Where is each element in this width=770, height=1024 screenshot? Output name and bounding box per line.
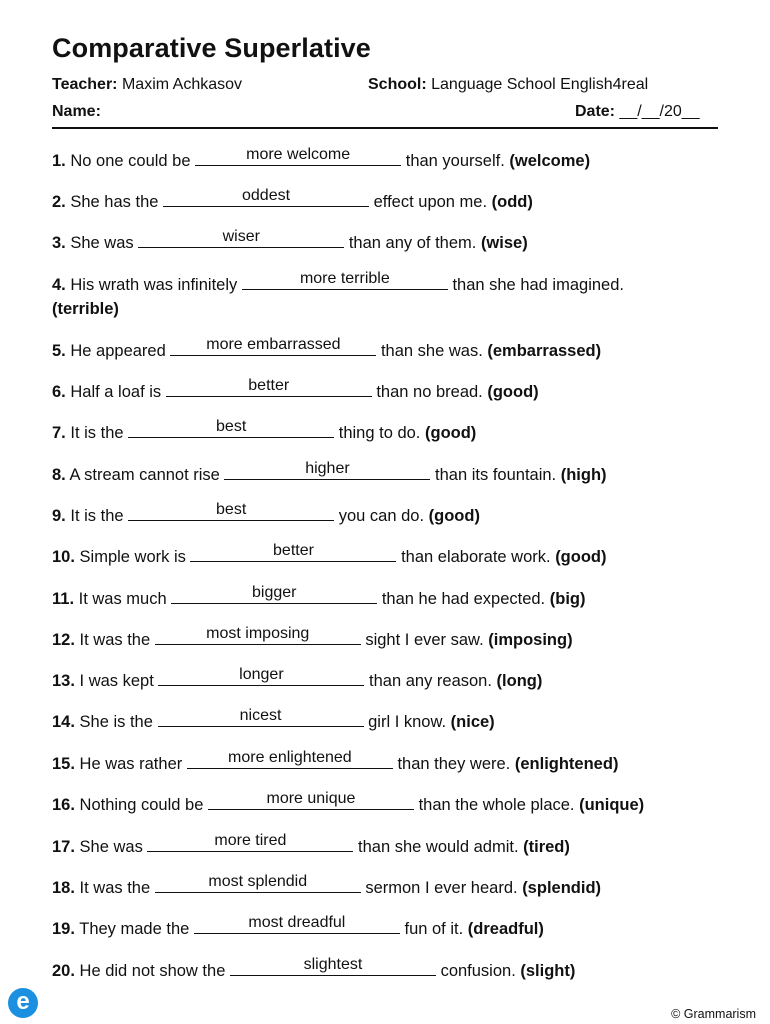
item-text-after: sermon I ever heard. <box>365 879 518 897</box>
answer-blank[interactable] <box>208 790 414 810</box>
exercise-item <box>52 270 624 321</box>
item-text-before: She has the <box>70 193 159 211</box>
item-number: 14. <box>52 713 75 731</box>
exercise-item <box>52 187 533 214</box>
item-text-before: He appeared <box>70 342 166 360</box>
exercise-item <box>52 542 607 569</box>
item-text-before: It is the <box>70 507 124 525</box>
teacher-value: Maxim Achkasov <box>121 76 243 93</box>
item-hint: (terrible) <box>52 300 119 318</box>
item-hint: (embarrassed) <box>487 342 602 360</box>
item-number: 7. <box>52 424 66 442</box>
name-line <box>52 103 101 121</box>
item-text-before: It was much <box>78 590 167 608</box>
answer-text: more embarrassed <box>206 336 341 353</box>
exercise-item <box>52 832 570 859</box>
date-value: __/__/20__ <box>619 103 700 120</box>
item-number: 5. <box>52 342 66 360</box>
item-hint: (long) <box>496 672 543 690</box>
grammarism-logo-icon: e <box>8 988 38 1018</box>
answer-blank[interactable] <box>155 873 361 893</box>
exercise-item <box>52 377 539 404</box>
teacher-line <box>52 76 242 94</box>
item-hint: (nice) <box>450 713 495 731</box>
item-text-after: than any of them. <box>348 234 477 252</box>
exercise-item <box>52 956 576 983</box>
item-text-after: than elaborate work. <box>401 548 551 566</box>
item-text-before: It was the <box>79 631 151 649</box>
item-text-after: you can do. <box>338 507 425 525</box>
item-number: 12. <box>52 631 75 649</box>
answer-text: slightest <box>303 956 363 973</box>
item-hint: (wise) <box>480 234 528 252</box>
item-number: 16. <box>52 796 75 814</box>
item-text-after: confusion. <box>440 962 516 980</box>
exercise-item <box>52 146 591 173</box>
item-text-before: No one could be <box>70 152 191 170</box>
answer-text: oddest <box>242 187 291 204</box>
answer-blank[interactable] <box>187 749 393 769</box>
header-divider <box>52 127 718 129</box>
answer-blank[interactable] <box>171 584 377 604</box>
item-number: 1. <box>52 152 66 170</box>
item-number: 15. <box>52 755 75 773</box>
item-text-before: It is the <box>70 424 124 442</box>
answer-text: most dreadful <box>248 914 346 931</box>
answer-blank[interactable] <box>170 336 376 356</box>
exercise-item <box>52 914 544 941</box>
exercise-item <box>52 666 543 693</box>
item-text-before: Nothing could be <box>79 796 204 814</box>
name-label: Name: <box>52 103 101 120</box>
item-hint: (enlightened) <box>514 755 619 773</box>
exercise-item <box>52 418 477 445</box>
item-text-after: than the whole place. <box>418 796 575 814</box>
item-text-after: than he had expected. <box>381 590 546 608</box>
item-text-after: sight I ever saw. <box>365 631 484 649</box>
item-text-before: She is the <box>79 713 153 731</box>
item-text-before: A stream cannot rise <box>69 466 220 484</box>
date-line <box>575 103 700 121</box>
item-hint: (odd) <box>491 193 533 211</box>
answer-text: better <box>273 542 314 559</box>
item-text-before: It was the <box>79 879 151 897</box>
school-line <box>368 76 648 94</box>
item-hint: (good) <box>425 424 477 442</box>
item-text-after: fun of it. <box>404 920 464 938</box>
answer-text: higher <box>305 460 350 477</box>
item-hint: (tired) <box>523 838 570 856</box>
answer-blank[interactable] <box>194 914 400 934</box>
item-text-after: than she would admit. <box>358 838 519 856</box>
answer-text: best <box>216 501 247 518</box>
item-hint: (good) <box>555 548 607 566</box>
item-text-before: His wrath was infinitely <box>70 276 238 294</box>
item-hint: (welcome) <box>509 152 591 170</box>
exercise-item <box>52 707 495 734</box>
item-text-before: She was <box>79 838 143 856</box>
item-text-after: than yourself. <box>405 152 505 170</box>
answer-text: better <box>248 377 290 394</box>
answer-blank[interactable] <box>147 832 353 852</box>
item-text-after: than she had imagined. <box>452 276 624 294</box>
answer-blank[interactable] <box>158 707 364 727</box>
answer-blank[interactable] <box>128 501 334 521</box>
item-hint: (dreadful) <box>467 920 544 938</box>
item-number: 17. <box>52 838 75 856</box>
item-text-after: than no bread. <box>376 383 483 401</box>
item-text-after: than they were. <box>397 755 511 773</box>
exercise-item <box>52 873 602 900</box>
item-text-after: than any reason. <box>369 672 492 690</box>
answer-text: longer <box>239 666 284 683</box>
item-hint: (imposing) <box>488 631 573 649</box>
item-number: 20. <box>52 962 75 980</box>
item-number: 4. <box>52 276 66 294</box>
worksheet-title: Comparative Superlative <box>52 33 371 63</box>
answer-blank[interactable] <box>230 956 436 976</box>
answer-blank[interactable] <box>242 270 448 290</box>
answer-blank[interactable] <box>195 146 401 166</box>
item-number: 10. <box>52 548 75 566</box>
item-number: 19. <box>52 920 75 938</box>
answer-text: more welcome <box>246 146 351 163</box>
answer-text: best <box>216 418 247 435</box>
item-number: 11. <box>52 590 75 608</box>
exercise-item <box>52 501 480 528</box>
exercise-item <box>52 228 528 255</box>
school-value: Language School English4real <box>431 76 649 93</box>
item-hint: (good) <box>487 383 539 401</box>
exercise-item <box>52 625 573 652</box>
answer-text: bigger <box>252 584 297 601</box>
item-text-after: than she was. <box>380 342 483 360</box>
answer-text: wiser <box>222 228 260 245</box>
item-text-before: They made the <box>79 920 190 938</box>
answer-blank[interactable] <box>163 187 369 207</box>
item-hint: (slight) <box>520 962 576 980</box>
item-number: 2. <box>52 193 66 211</box>
item-text-after: than its fountain. <box>435 466 557 484</box>
item-hint: (good) <box>428 507 480 525</box>
item-text-before: He did not show the <box>79 962 226 980</box>
item-number: 13. <box>52 672 75 690</box>
answer-text: most splendid <box>208 873 308 890</box>
answer-text: more enlightened <box>228 749 352 766</box>
item-text-after: effect upon me. <box>373 193 488 211</box>
exercise-item <box>52 460 607 487</box>
answer-blank[interactable] <box>224 460 430 480</box>
item-hint: (big) <box>549 590 586 608</box>
item-number: 3. <box>52 234 66 252</box>
answer-text: nicest <box>239 707 282 724</box>
teacher-label: Teacher: <box>52 76 118 93</box>
exercise-item <box>52 749 619 776</box>
answer-text: more unique <box>266 790 356 807</box>
answer-text: most imposing <box>206 625 310 642</box>
answer-blank[interactable] <box>166 377 372 397</box>
exercise-item <box>52 584 586 611</box>
exercise-item <box>52 336 602 363</box>
answer-blank[interactable] <box>190 542 396 562</box>
item-hint: (unique) <box>579 796 645 814</box>
item-number: 9. <box>52 507 66 525</box>
item-text-before: Simple work is <box>79 548 186 566</box>
school-label: School: <box>368 76 427 93</box>
item-text-after: thing to do. <box>338 424 421 442</box>
answer-text: more terrible <box>299 270 390 287</box>
item-number: 6. <box>52 383 66 401</box>
answer-blank[interactable] <box>158 666 364 686</box>
answer-blank[interactable] <box>155 625 361 645</box>
item-text-before: I was kept <box>79 672 154 690</box>
date-label: Date: <box>575 103 616 120</box>
item-hint: (splendid) <box>522 879 602 897</box>
item-text-after: girl I know. <box>368 713 447 731</box>
item-text-before: She was <box>70 234 134 252</box>
exercise-item <box>52 790 645 817</box>
item-number: 18. <box>52 879 75 897</box>
answer-text: more tired <box>214 832 287 849</box>
item-text-before: He was rather <box>79 755 183 773</box>
copyright-text: © Grammarism <box>671 1007 756 1021</box>
answer-blank[interactable] <box>128 418 334 438</box>
item-hint: (high) <box>560 466 607 484</box>
answer-blank[interactable] <box>138 228 344 248</box>
item-text-before: Half a loaf is <box>70 383 162 401</box>
item-number: 8. <box>52 466 66 484</box>
